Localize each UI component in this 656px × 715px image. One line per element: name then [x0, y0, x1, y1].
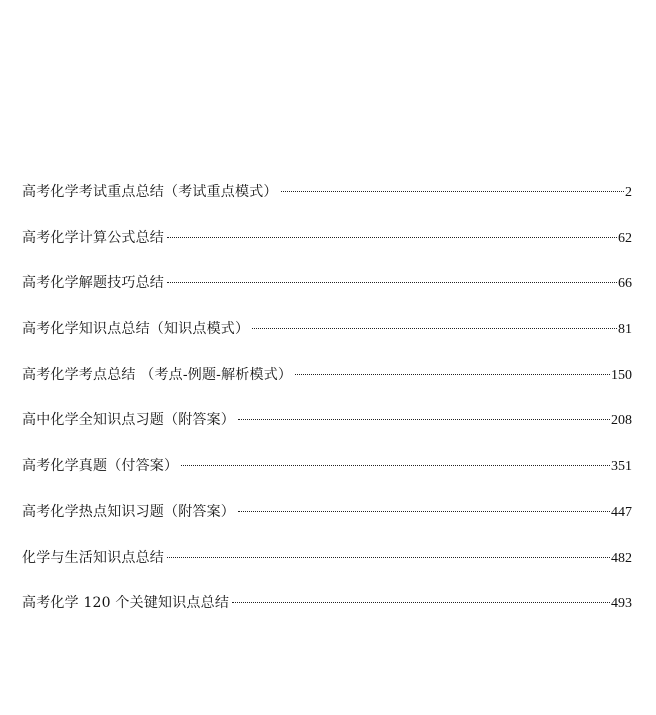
toc-entry-title: 高考化学考点总结 （考点-例题-解析模式）: [22, 366, 293, 383]
toc-entry-page: 351: [611, 459, 632, 475]
toc-entry-page: 447: [611, 504, 632, 520]
toc-entry-page: 81: [618, 322, 632, 338]
toc-entry-title: 高考化学知识点总结（知识点模式）: [22, 321, 250, 338]
toc-entry[interactable]: [22, 497, 632, 543]
toc-dot-leader: [238, 511, 610, 512]
toc-dot-leader: [167, 557, 610, 558]
toc-dot-leader: [232, 602, 610, 603]
toc-entry[interactable]: [22, 223, 632, 269]
toc-entry-title: 高考化学考试重点总结（考试重点模式）: [22, 184, 278, 200]
toc-entry-page: 66: [618, 276, 632, 292]
toc-entry-page: 493: [611, 596, 632, 612]
toc-entry-page: 62: [618, 230, 632, 246]
toc-dot-leader: [295, 374, 610, 375]
toc-entry[interactable]: [22, 588, 632, 634]
toc-entry[interactable]: [22, 268, 632, 314]
toc-dot-leader: [238, 419, 610, 420]
toc-entry[interactable]: [22, 314, 632, 360]
toc-entry[interactable]: [22, 451, 632, 497]
toc-dot-leader: [167, 237, 617, 238]
table-of-contents: [22, 177, 632, 634]
toc-entry-title: 高考化学 120 个关键知识点总结: [22, 595, 230, 612]
toc-dot-leader: [281, 191, 624, 192]
toc-entry[interactable]: [22, 360, 632, 406]
toc-entry-title: 高考化学计算公式总结: [22, 229, 164, 246]
toc-entry-title: 高中化学全知识点习题（附答案）: [22, 412, 235, 429]
toc-entry[interactable]: [22, 405, 632, 451]
toc-entry-page: 482: [611, 550, 632, 566]
toc-dot-leader: [181, 465, 610, 466]
toc-entry-title: 高考化学热点知识习题（附答案）: [22, 503, 235, 520]
toc-entry-title: 高考化学解题技巧总结: [22, 275, 164, 292]
toc-entry-page: 208: [611, 413, 632, 429]
toc-entry-title: 高考化学真题（付答案）: [22, 458, 179, 475]
toc-entry[interactable]: [22, 177, 632, 223]
toc-entry-page: 150: [611, 367, 632, 383]
toc-dot-leader: [252, 328, 617, 329]
toc-entry-title: 化学与生活知识点总结: [22, 549, 164, 566]
toc-entry-page: 2: [625, 185, 632, 200]
toc-entry[interactable]: [22, 543, 632, 589]
toc-dot-leader: [167, 282, 617, 283]
